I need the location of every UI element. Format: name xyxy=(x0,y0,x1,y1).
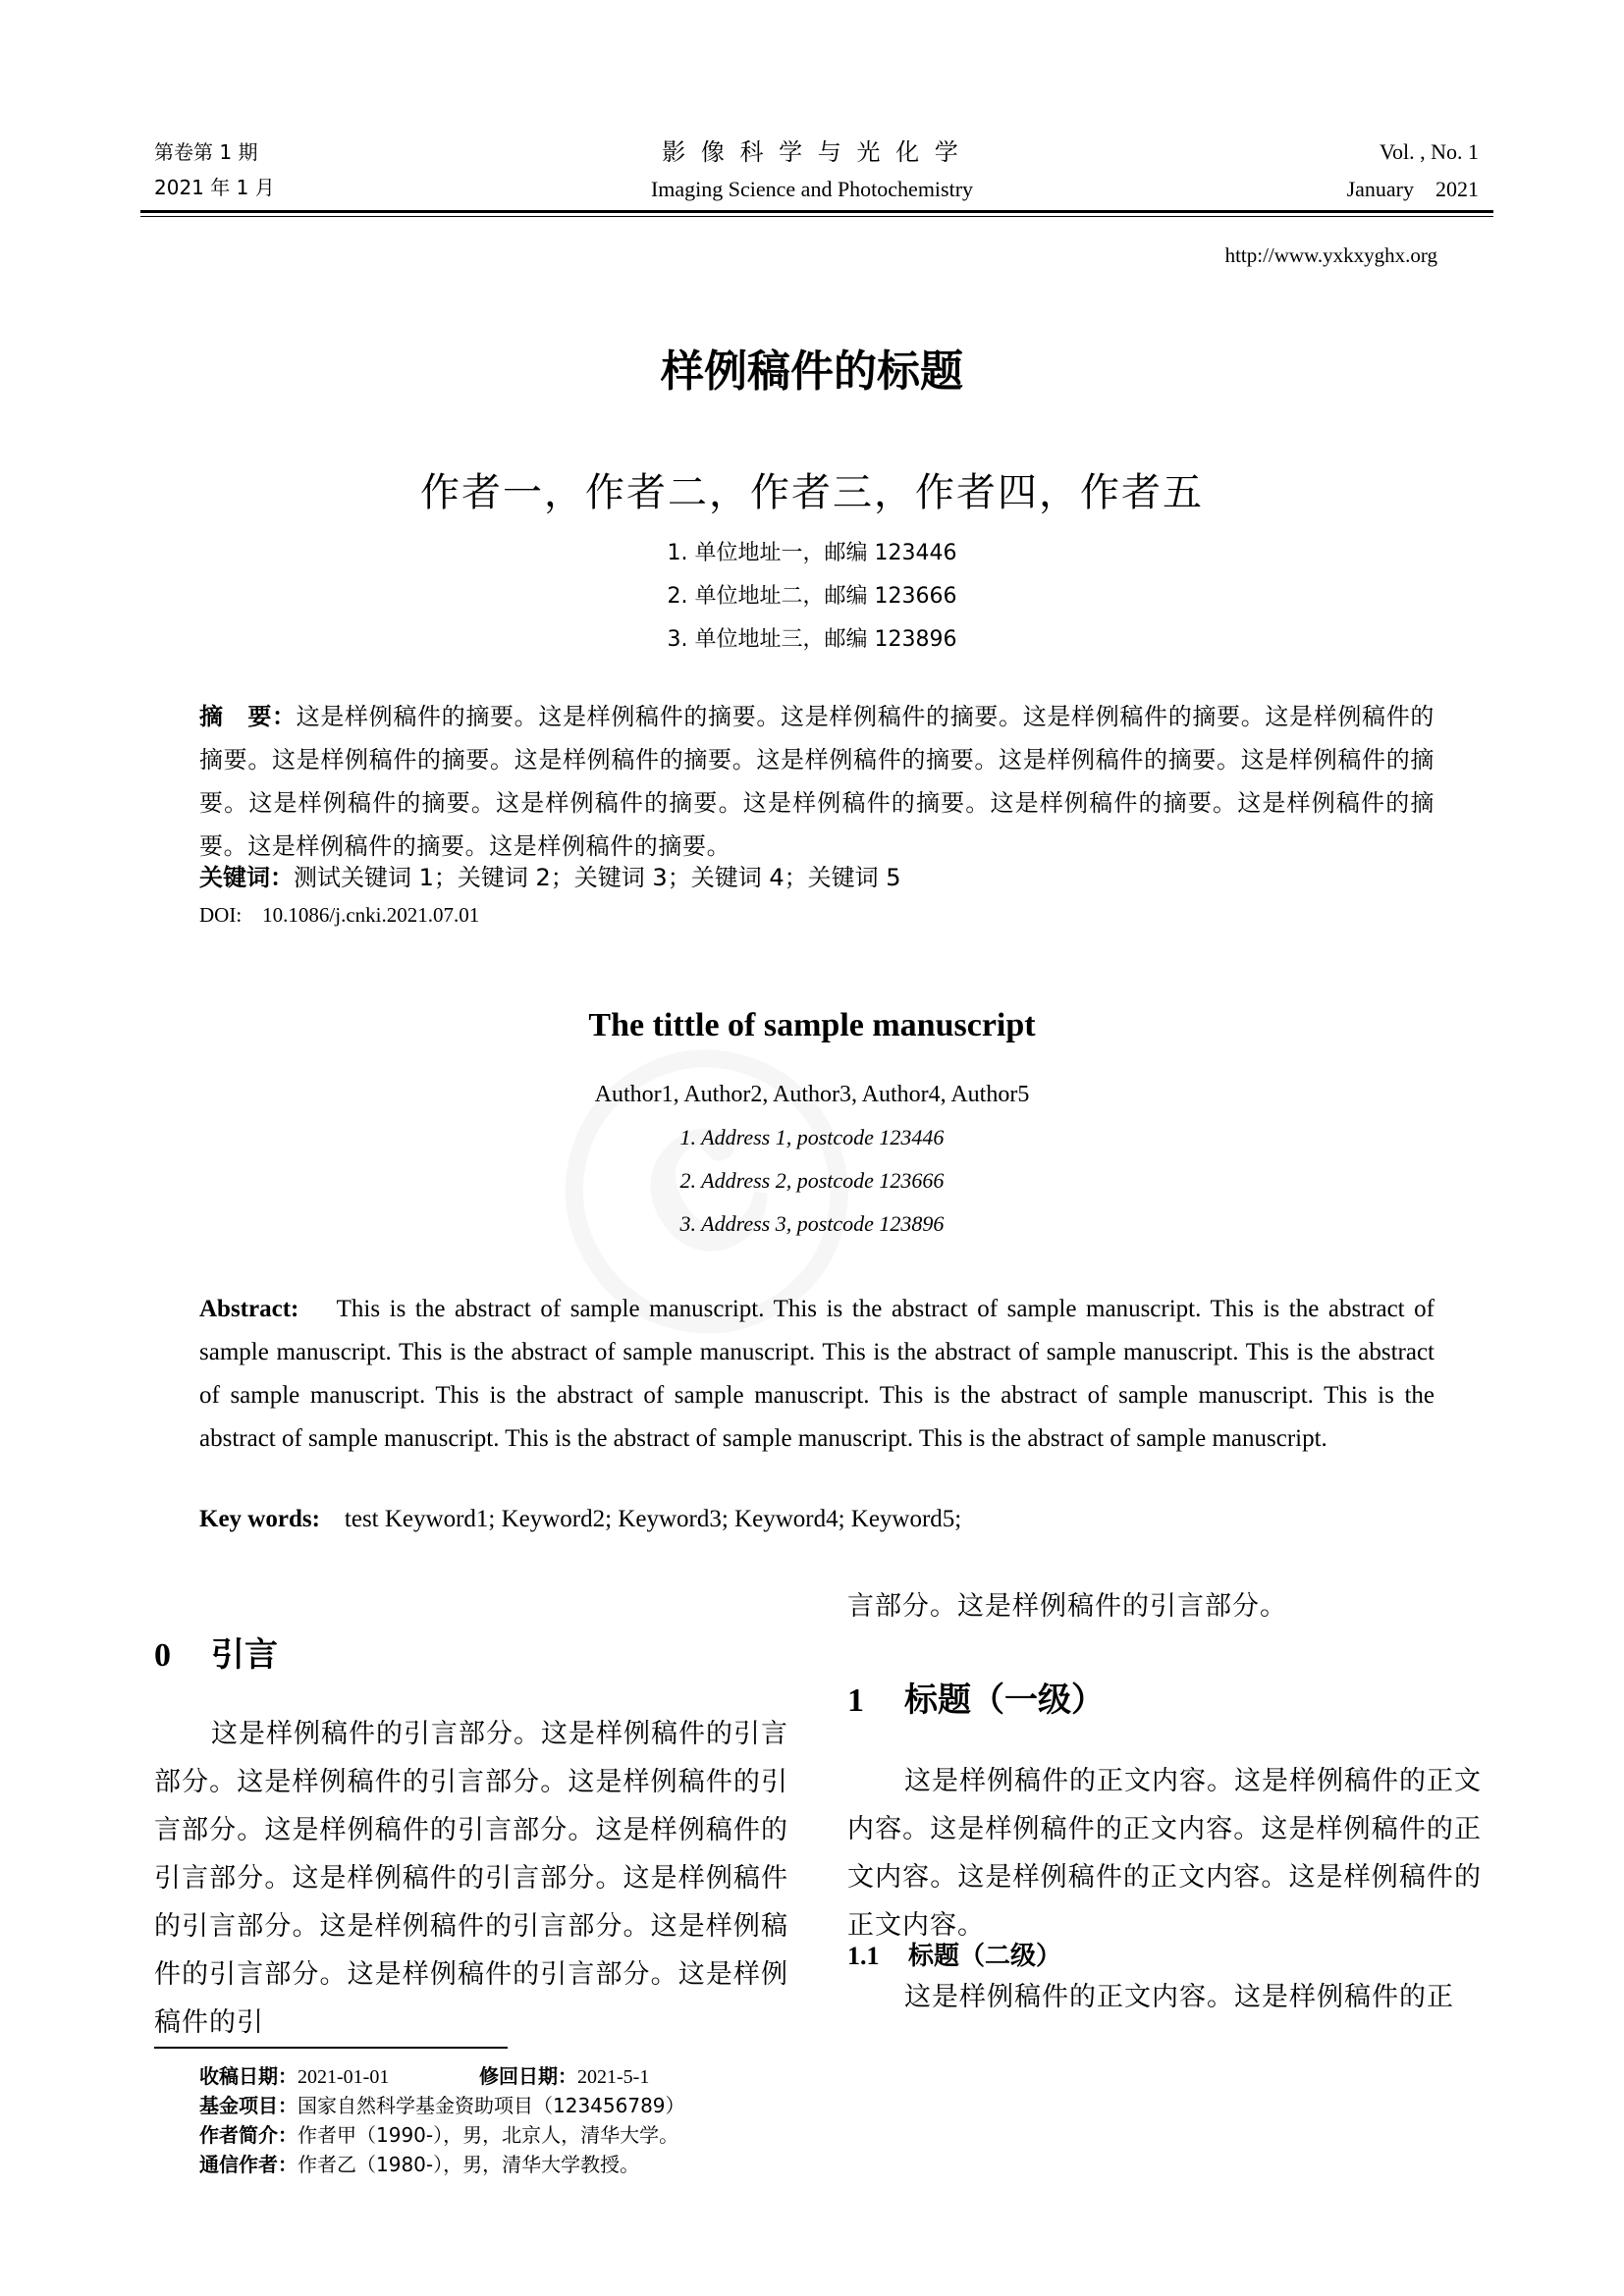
en-keywords xyxy=(199,1506,961,1533)
header-journal-en: Imaging Science and Photochemistry xyxy=(650,177,974,201)
section-1-1-title: 标题（二级） xyxy=(908,1942,1062,1971)
header-rule-thick xyxy=(140,210,1493,213)
author-bio-label: 作者简介： xyxy=(199,2123,298,2147)
section-1-number: 1 xyxy=(847,1682,864,1719)
footnote-author xyxy=(199,2122,678,2148)
en-keywords-text: test Keyword1; Keyword2; Keyword3; Keyword4; Keyword5; xyxy=(344,1506,962,1532)
revised-value: 2021-5-1 xyxy=(577,2066,650,2088)
journal-url[interactable]: http://www.yxkxyghx.org xyxy=(1224,243,1437,267)
footnote-rule xyxy=(154,2047,508,2049)
section-0-heading xyxy=(154,1628,278,1676)
fund-value: 国家自然科学基金资助项目（123456789） xyxy=(298,2094,685,2117)
cn-abstract-text: 这是样例稿件的摘要。这是样例稿件的摘要。这是样例稿件的摘要。这是样例稿件的摘要。这是样例稿件的摘要。这是样例稿件的摘要。这是样例稿件的摘要。这是样例稿件的摘要。这是样例稿件的摘要。这是样例稿件的摘要。这是样例稿件的摘要。这是样例稿件的摘要。这是样例稿件的摘要。这是样例稿件的摘要。这是样例稿件的摘要。这是样例稿件的摘要。这是样例稿件的摘要。 xyxy=(199,703,1435,860)
cn-abstract-label: 摘 要： xyxy=(199,703,297,730)
cn-keywords xyxy=(199,858,901,892)
en-abstract-text: This is the abstract of sample manuscript. This is the abstract of sample manuscript. This is the abstract of sample manuscript. This is the abstract of sample manuscript. This is the abstract of sample manuscript. This is the abstract of sample manuscript. This is the abstract of sample manuscript. This is the abstract of sample manuscript. This is the abstract of sample manuscript. This is the abstract of sample manuscript. This is the abstract of sample manuscript. xyxy=(199,1296,1435,1452)
corresponding-label: 通信作者： xyxy=(199,2153,298,2176)
doi xyxy=(199,903,479,928)
section-0-number: 0 xyxy=(154,1637,171,1674)
header-rule-thin xyxy=(140,216,1493,217)
corresponding-value: 作者乙（1980-），男，清华大学教授。 xyxy=(298,2153,640,2176)
en-abstract xyxy=(199,1288,1435,1461)
en-address-3: 3. Address 3, postcode 123896 xyxy=(679,1211,945,1236)
cn-title: 样例稿件的标题 xyxy=(661,347,963,397)
header-date: 2021 年 1 月 xyxy=(154,176,275,199)
section-0-continued: 言部分。这是样例稿件的引言部分。 xyxy=(847,1591,1287,1622)
section-1-1-text: 这是样例稿件的正文内容。这是样例稿件的正 xyxy=(904,1982,1454,2012)
cn-abstract xyxy=(199,695,1435,868)
fund-label: 基金项目： xyxy=(199,2094,298,2117)
received-value: 2021-01-01 xyxy=(298,2066,390,2088)
footnote-revised xyxy=(479,2063,649,2090)
en-title: The tittle of sample manuscript xyxy=(588,1007,1036,1043)
cn-keywords-text: 测试关键词 1；关键词 2；关键词 3；关键词 4；关键词 5 xyxy=(294,864,901,891)
section-1-title: 标题（一级） xyxy=(904,1681,1105,1720)
cn-address-2: 2. 单位地址二，邮编 123666 xyxy=(667,584,957,609)
en-keywords-label: Key words: xyxy=(199,1506,320,1532)
section-1-1-number: 1.1 xyxy=(847,1942,880,1970)
cn-address-3: 3. 单位地址三，邮编 123896 xyxy=(667,627,957,652)
author-bio-value: 作者甲（1990-），男，北京人，清华大学。 xyxy=(298,2123,679,2147)
footnote-corresponding xyxy=(199,2152,639,2177)
cn-authors: 作者一，作者二，作者三，作者四，作者五 xyxy=(420,470,1204,515)
doi-label: DOI: xyxy=(199,903,243,927)
revised-label: 修回日期： xyxy=(479,2064,577,2088)
section-1-1-heading xyxy=(847,1936,1061,1972)
section-0-title: 引言 xyxy=(211,1635,278,1675)
en-address-1: 1. Address 1, postcode 123446 xyxy=(679,1125,945,1149)
footnote-fund xyxy=(199,2093,685,2118)
cn-address-1: 1. 单位地址一，邮编 123446 xyxy=(667,541,957,565)
en-abstract-label: Abstract: xyxy=(199,1296,299,1322)
header-month-year: January 2021 xyxy=(1346,177,1479,201)
received-label: 收稿日期： xyxy=(199,2064,298,2088)
section-1-text: 这是样例稿件的正文内容。这是样例稿件的正文内容。这是样例稿件的正文内容。这是样例稿件的正文内容。这是样例稿件的正文内容。这是样例稿件的正文内容。 xyxy=(847,1766,1482,1941)
header-issue: 第卷第 1 期 xyxy=(154,140,258,164)
en-address-2: 2. Address 2, postcode 123666 xyxy=(679,1168,945,1193)
header-journal-cn: 影 像 科 学 与 光 化 学 xyxy=(662,138,962,166)
en-authors: Author1, Author2, Author3, Author4, Author5 xyxy=(594,1082,1030,1107)
doi-value[interactable]: 10.1086/j.cnki.2021.07.01 xyxy=(262,903,480,927)
section-1-heading xyxy=(847,1673,1105,1721)
header-volume: Vol. , No. 1 xyxy=(1379,139,1479,164)
footnote-received xyxy=(199,2063,389,2090)
section-0-text: 这是样例稿件的引言部分。这是样例稿件的引言部分。这是样例稿件的引言部分。这是样例稿件的引言部分。这是样例稿件的引言部分。这是样例稿件的引言部分。这是样例稿件的引言部分。这是样例稿件的引言部分。这是样例稿件的引言部分。这是样例稿件的引言部分。这是样例稿件的引言部分。这是样例稿件的引 xyxy=(154,1719,788,2038)
cn-keywords-label: 关键词： xyxy=(199,864,294,891)
